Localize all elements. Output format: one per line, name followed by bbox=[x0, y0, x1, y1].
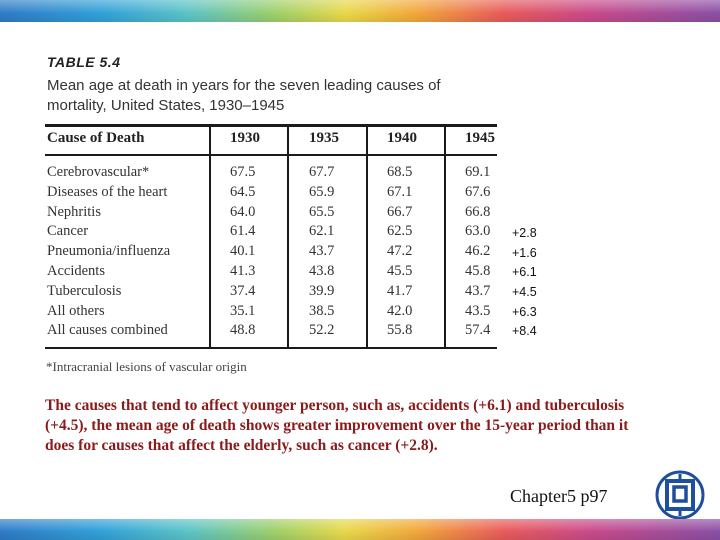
value-cell: 48.8 bbox=[230, 322, 256, 339]
value-cell: 45.5 bbox=[387, 262, 413, 279]
value-cell: 43.8 bbox=[309, 262, 335, 279]
cause-cell: Diseases of the heart bbox=[47, 183, 168, 200]
table-footnote: *Intracranial lesions of vascular origin bbox=[46, 359, 247, 374]
difference-value: +1.6 bbox=[512, 245, 537, 260]
summary-paragraph: The causes that tend to affect younger person, such as, accidents (+6.1) and tuberculosis (+4.5), the mean age of death shows greater improvement over the 15-year period than it does for causes that affect the elderly, such as cancer (+2.8). bbox=[45, 397, 629, 454]
value-cell: 67.7 bbox=[309, 164, 335, 180]
table-row bbox=[45, 283, 497, 303]
value-cell: 37.4 bbox=[230, 282, 256, 299]
table-top-rule bbox=[45, 124, 497, 127]
header-1945: 1945 bbox=[465, 130, 495, 146]
value-cell: 35.1 bbox=[230, 302, 256, 319]
value-cell: 45.8 bbox=[465, 262, 491, 279]
value-cell: 66.7 bbox=[387, 203, 413, 220]
value-cell: 62.1 bbox=[309, 223, 335, 240]
value-cell: 69.1 bbox=[465, 164, 491, 180]
difference-value: +4.5 bbox=[512, 285, 537, 300]
top-gradient-bar bbox=[0, 0, 720, 22]
table-body bbox=[45, 164, 497, 342]
table-row bbox=[45, 263, 497, 283]
table-caption: Mean age at death in years for the seven leading causes of mortality, United States, 1930–1945 bbox=[47, 77, 441, 114]
value-cell: 41.3 bbox=[230, 262, 256, 279]
value-cell: 43.5 bbox=[465, 302, 491, 319]
value-cell: 65.9 bbox=[309, 183, 335, 200]
table-label: TABLE 5.4 bbox=[47, 54, 121, 70]
cause-cell: Nephritis bbox=[47, 203, 101, 220]
value-cell: 63.0 bbox=[465, 223, 491, 240]
table-row bbox=[45, 223, 497, 243]
cause-cell: Tuberculosis bbox=[47, 282, 122, 299]
difference-value: +2.8 bbox=[512, 226, 537, 240]
header-cause: Cause of Death bbox=[47, 130, 145, 146]
value-cell: 55.8 bbox=[387, 322, 413, 339]
value-cell: 46.2 bbox=[465, 243, 491, 260]
table-header-row bbox=[45, 130, 497, 152]
value-cell: 57.4 bbox=[465, 322, 491, 339]
value-cell: 41.7 bbox=[387, 282, 413, 299]
cause-cell: All causes combined bbox=[47, 322, 168, 339]
value-cell: 40.1 bbox=[230, 243, 256, 260]
value-cell: 38.5 bbox=[309, 302, 335, 319]
cause-cell: Accidents bbox=[47, 262, 105, 279]
table-row bbox=[45, 243, 497, 263]
difference-value: +6.3 bbox=[512, 304, 537, 319]
table-row bbox=[45, 322, 497, 342]
value-cell: 67.1 bbox=[387, 183, 413, 200]
value-cell: 52.2 bbox=[309, 322, 335, 339]
value-cell: 66.8 bbox=[465, 203, 491, 220]
value-cell: 67.6 bbox=[465, 183, 491, 200]
value-cell: 68.5 bbox=[387, 164, 413, 180]
cause-cell: Pneumonia/influenza bbox=[47, 243, 171, 260]
difference-value: +6.1 bbox=[512, 265, 537, 280]
value-cell: 47.2 bbox=[387, 243, 413, 260]
table-row bbox=[45, 184, 497, 204]
table-row bbox=[45, 204, 497, 224]
cause-cell: Cancer bbox=[47, 223, 89, 240]
table-row bbox=[45, 164, 497, 184]
value-cell: 67.5 bbox=[230, 164, 256, 180]
value-cell: 64.0 bbox=[230, 203, 256, 220]
value-cell: 43.7 bbox=[465, 282, 491, 299]
table-header-rule bbox=[45, 154, 497, 156]
table-row bbox=[45, 303, 497, 323]
table-bottom-rule bbox=[45, 347, 497, 349]
value-cell: 62.5 bbox=[387, 223, 413, 240]
value-cell: 64.5 bbox=[230, 183, 256, 200]
header-1930: 1930 bbox=[230, 130, 260, 146]
cause-cell: Cerebrovascular* bbox=[47, 164, 150, 180]
difference-value: +8.4 bbox=[512, 324, 537, 339]
value-cell: 42.0 bbox=[387, 302, 413, 319]
value-cell: 65.5 bbox=[309, 203, 335, 220]
value-cell: 39.9 bbox=[309, 282, 335, 299]
cause-cell: All others bbox=[47, 302, 105, 319]
bottom-gradient-bar bbox=[0, 519, 720, 540]
university-emblem-icon bbox=[655, 470, 705, 520]
header-1940: 1940 bbox=[387, 130, 417, 146]
chapter-reference: Chapter5 p97 bbox=[510, 486, 608, 506]
value-cell: 43.7 bbox=[309, 243, 335, 260]
header-1935: 1935 bbox=[309, 130, 339, 146]
difference-annotations bbox=[512, 224, 537, 342]
value-cell: 61.4 bbox=[230, 223, 256, 240]
